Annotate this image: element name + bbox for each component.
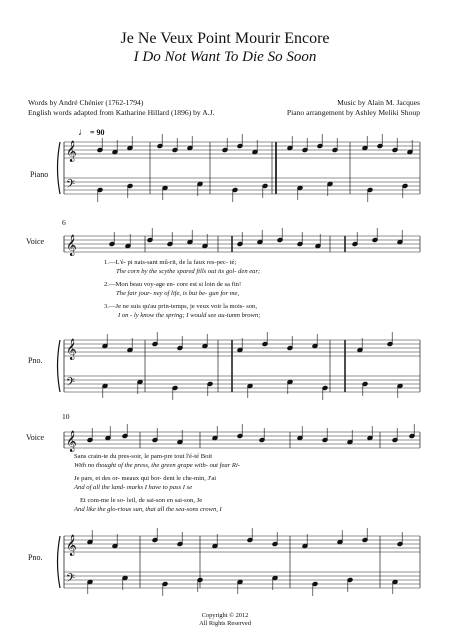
footer-rights: All Rights Reserved xyxy=(199,620,251,627)
lyric-line: I on - ly know the spring; I would see au-tumn brown; xyxy=(118,312,261,319)
bass-clef-icon: 𝄢 xyxy=(66,572,76,588)
lyric-line: 2.—Mon beau voy-age en- core est si loin de sa fin! xyxy=(104,281,242,288)
piano-bass-staff xyxy=(64,178,420,194)
pno-label-2: Pno. xyxy=(28,553,43,562)
lyric-line: Et com-me le so- leil, de sai-son en sai-son, Je xyxy=(80,497,203,504)
lyric-line: Je pars, et des or- meaux qui bor- dent le che-min, J'ai xyxy=(74,475,217,482)
brace xyxy=(58,142,61,194)
lyric-line: The corn by the scythe spared fills out its gol- den ear; xyxy=(116,268,261,275)
measure-number-system2: 6 xyxy=(62,218,66,227)
bass-clef-icon: 𝄢 xyxy=(66,178,76,194)
piano-label: Piano xyxy=(30,170,49,179)
lyric-line: And like the glo-rious sun, that all the sea-sons crown, I xyxy=(74,506,222,513)
score-subtitle: I Do Not Want To Die So Soon xyxy=(133,49,317,65)
pno-label-1: Pno. xyxy=(28,356,43,365)
quarter-note-icon: ♩ xyxy=(78,127,88,138)
credit-english: English words adapted from Katharine Hillard (1896) by A.J. xyxy=(28,108,215,117)
lyric-line: 3.—Je ne suis qu'au prin-temps, je veux voir la mois- son, xyxy=(104,303,258,310)
treble-clef-icon: 𝄞 xyxy=(66,141,77,162)
lyric-line: With no thought of the press, the green grape with- out fear Ri- xyxy=(74,462,240,469)
treble-clef-icon: 𝄞 xyxy=(66,431,77,452)
tempo-value: = 90 xyxy=(90,128,105,137)
brace xyxy=(58,536,61,588)
score-title: Je Ne Veux Point Mourir Encore xyxy=(120,30,330,47)
barlines xyxy=(58,142,421,588)
notes xyxy=(87,134,415,596)
measure-number-system3: 10 xyxy=(62,412,70,421)
staff-lines xyxy=(64,142,420,588)
voice-label-2: Voice xyxy=(26,433,45,442)
treble-clef-icon: 𝄞 xyxy=(66,535,77,556)
voice-label-1: Voice xyxy=(26,237,45,246)
credit-words: Words by André Chénier (1762-1794) xyxy=(28,98,144,107)
brace xyxy=(58,340,61,392)
lyric-line: And of all the land- marks I have to pass I se xyxy=(74,484,193,491)
bass-clef-icon: 𝄢 xyxy=(66,376,76,392)
lyric-line: 1.—L'é- pi nais-sant mû-rit, de la faux res-pec- té; xyxy=(104,259,237,266)
credit-music: Music by Alain M. Jacques xyxy=(337,98,420,107)
treble-clef-icon: 𝄞 xyxy=(66,339,77,360)
footer-copyright: Copyright © 2012 xyxy=(201,612,249,619)
treble-clef-icon: 𝄞 xyxy=(66,235,77,256)
credit-arrangement: Piano arrangement by Ashley Meliki Shoup xyxy=(286,108,420,117)
lyric-line: Sans crain-te du pres-soir, le pam-pre tout l'é-té Boit xyxy=(74,453,213,460)
clefs xyxy=(66,141,77,588)
lyric-line: The fair jour- ney of life, is but be- gun for me, xyxy=(116,290,240,297)
